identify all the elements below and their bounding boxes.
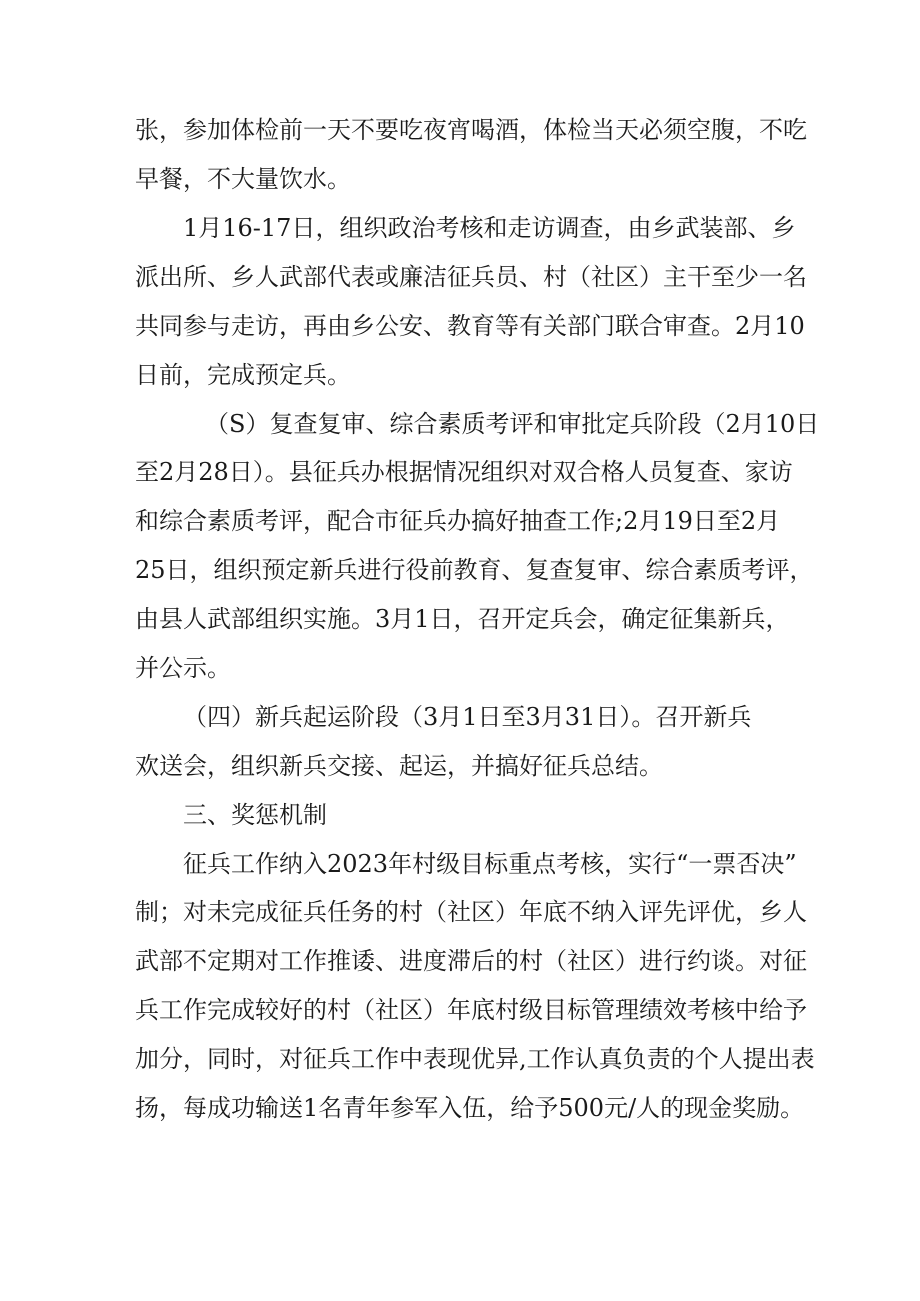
text-line: （S）复查复审、综合素质考评和审批定兵阶段（2月10日	[205, 410, 820, 438]
text-line: 和综合素质考评，配合市征兵办搞好抽查工作;2月19日至2月	[135, 507, 781, 535]
text-line: 加分，同时，对征兵工作中表现优异,工作认真负责的个人提出表	[135, 1045, 815, 1073]
text-line: 25日，组织预定新兵进行役前教育、复查复审、综合素质考评，	[135, 556, 814, 584]
text-line: 武部不定期对工作推诿、进度滞后的村（社区）进行约谈。对征	[135, 947, 807, 975]
text-line: 至2月28日）。县征兵办根据情况组织对双合格人员复查、家访	[135, 458, 793, 486]
text-line: 欢送会，组织新兵交接、起运，并搞好征兵总结。	[135, 752, 663, 780]
text-line: 日前，完成预定兵。	[135, 361, 351, 389]
section-heading: 三、奖惩机制	[183, 801, 327, 829]
text-line: （四）新兵起运阶段（3月1日至3月31日）。召开新兵	[183, 703, 752, 731]
text-line: 兵工作完成较好的村（社区）年底村级目标管理绩效考核中给予	[135, 996, 807, 1024]
text-line: 由县人武部组织实施。3月1日，召开定兵会，确定征集新兵，	[135, 605, 790, 633]
text-line: 张，参加体检前一天不要吃夜宵喝酒，体检当天必须空腹，不吃	[135, 116, 807, 144]
text-line: 早餐，不大量饮水。	[135, 165, 351, 193]
text-line: 并公示。	[135, 654, 231, 682]
text-line: 派出所、乡人武部代表或廉洁征兵员、村（社区）主干至少一名	[135, 263, 807, 291]
text-line: 征兵工作纳入2023年村级目标重点考核，实行“一票否决”	[183, 850, 797, 878]
text-line: 共同参与走访，再由乡公安、教育等有关部门联合审查。2月10	[135, 312, 805, 340]
text-line: 1月16-17日，组织政治考核和走访调查，由乡武装部、乡	[183, 214, 796, 242]
text-line: 制；对未完成征兵任务的村（社区）年底不纳入评先评优，乡人	[135, 898, 807, 926]
text-line: 扬，每成功输送1名青年参军入伍，给予500元/人的现金奖励。	[135, 1094, 805, 1122]
